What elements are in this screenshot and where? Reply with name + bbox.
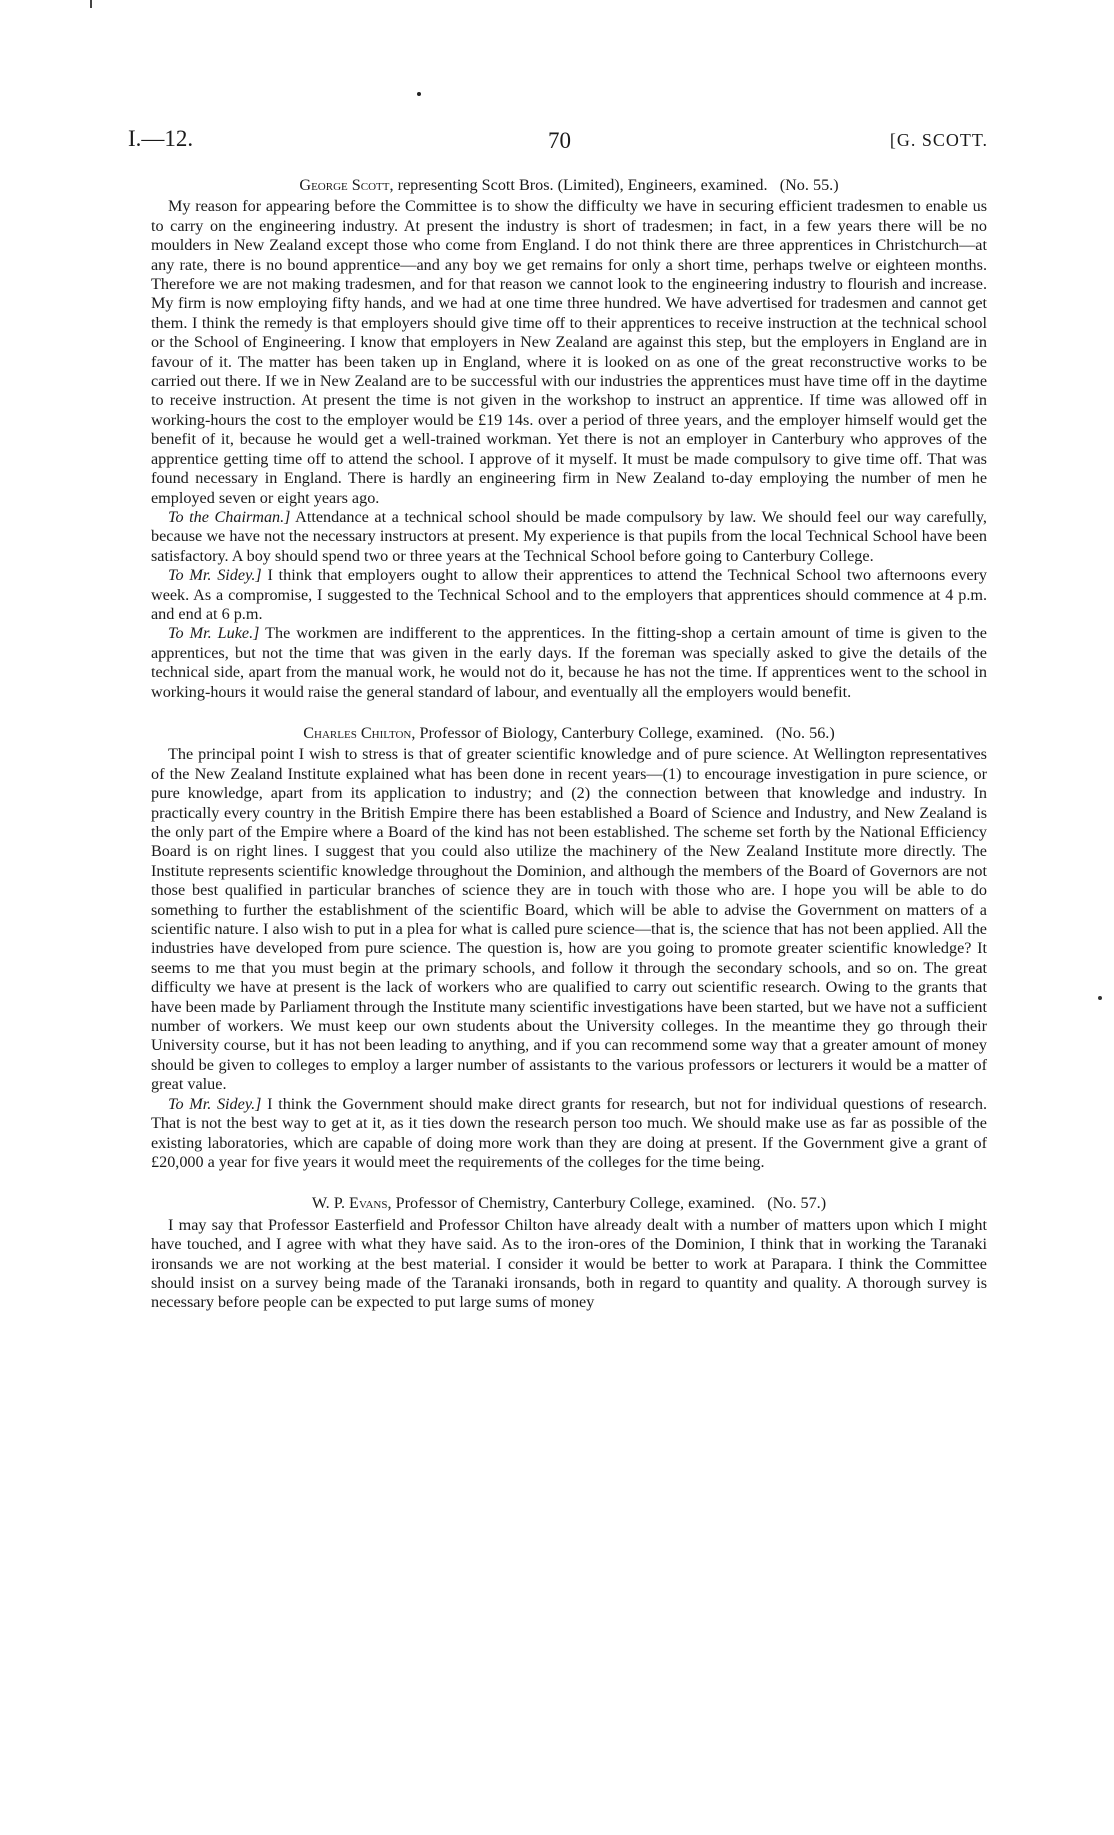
testimony-paragraph [151, 745, 987, 1094]
ink-dot [417, 92, 421, 96]
edge-ink-dot [1098, 996, 1102, 1000]
testimony-paragraph [151, 197, 987, 508]
page-header [128, 126, 988, 160]
paragraph-text: The workmen are indifferent to the apprentices. In the fitting-shop a certain amount of time is given to the apprentices, but not the time that was given in the early days. If the foreman was specially asked to give the details of the technical side, apart from the manual work, he would not do it, because he has not the time. If apprentices went to the school in working-hours it would raise the general standard of labour, and eventually all the employers would benefit. [151, 624, 987, 701]
witness-reference: [G. SCOTT. [889, 130, 988, 150]
witness-description: , Professor of Biology, Canterbury College, examined. [411, 723, 764, 742]
testimony-paragraph [151, 624, 987, 702]
paragraph-text: My reason for appearing before the Committee is to show the difficulty we have in securing efficient tradesmen to enable us to carry on the engineering industry. At present the industry is short of tradesmen; in fact, in a few years there will be no moulders in New Zealand except those who come from England. I do not think there are three apprentices in Christchurch—at any rate, there is no bound apprentice—and any boy we get remains for only a short time, perhaps twelve or eighteen months. Therefore we are not making tradesmen, and for that reason we cannot look to the engineering industry to flourish and increase. My firm is now employing fifty hands, and we had at one time three hundred. We have advertised for tradesmen and cannot get them. I think the remedy is that employers should give time off to their apprentices to receive instruction at the technical school or the School of Engineering. I know that employers in New Zealand are against this step, but the employers in England are in favour of it. The matter has been taken up in England, where it is looked on as one of the great reconstructive works to be carried out there. If we in New Zealand are to be successful with our industries the apprentices must have time off in the daytime to receive instruction. At present the time is not given in the workshop to instruct an apprentice. If time was allowed off in working-hours the cost to the employer would be £19 14s. over a period of three years, and the employer himself would get the benefit of it, because he would get a well-trained workman. Yet there is not an employer in Canterbury who approves of the apprentice getting time off to attend the school. I approve of it myself. It must be made compulsory to give time off. That was found necessary in England. There is hardly an engineering firm in New Zealand to-day employing the number of men he employed seven or eight years ago. [151, 197, 987, 507]
document-body [151, 176, 987, 1313]
margin-mark [90, 0, 92, 8]
testimony-paragraph [151, 508, 987, 566]
examiner-lead: To Mr. Sidey.] [168, 566, 262, 585]
paragraph-text: Attendance at a technical school should be made compulsory by law. We should feel our way carefully, because we have not the necessary instructors at present. My experience is that pupils from the local Technical School have been satisfactory. A boy should spend two or three years at the Technical School before going to Canterbury College. [151, 507, 987, 565]
witness-name: George Scott [299, 176, 390, 194]
examiner-lead: To the Chairman.] [168, 507, 291, 526]
testimony-paragraph [151, 566, 987, 624]
paper-reference: I.—12. [128, 126, 194, 151]
examiner-lead: To Mr. Sidey.] [168, 1094, 262, 1113]
witness-number: (No. 57.) [767, 1194, 827, 1213]
testimony-paragraph [151, 1095, 987, 1173]
witness-description: , Professor of Chemistry, Canterbury College, examined. [387, 1194, 756, 1213]
witness-heading [151, 724, 987, 743]
section-gap [151, 1172, 987, 1194]
paragraph-text: I think that employers ought to allow their apprentices to attend the Technical School two afternoons every week. As a compromise, I suggested to the Technical School and to the employers that apprentices should commence at 4 p.m. and end at 6 p.m. [151, 566, 987, 623]
witness-heading [151, 176, 987, 195]
witness-number: (No. 55.) [779, 176, 839, 194]
examiner-lead: To Mr. Luke.] [168, 624, 260, 643]
paragraph-text: I think the Government should make direct grants for research, but not for individual questions of research. That is not the best way to get at it, as it ties down the research person too much. We should make use as far as possible of the existing laboratories, which are capable of doing more work than they are doing at present. If the Government give a grant of £20,000 a year for five years it would meet the requirements of the colleges for the time being. [151, 1094, 987, 1171]
witness-heading [151, 1194, 987, 1213]
witness-description: , representing Scott Bros. (Limited), Engineers, examined. [389, 176, 768, 194]
section-gap [151, 702, 987, 724]
page-number: 70 [548, 128, 571, 153]
witness-number: (No. 56.) [775, 723, 835, 742]
paragraph-text: I may say that Professor Easterfield and Professor Chilton have already dealt with a number of matters upon which I might have touched, and I agree with what they have said. As to the iron-ores of the Dominion, I think that in working the Taranaki ironsands we are not working at the best material. I consider it would be better to work at Parapara. I think the Committee should insist on a survey being made of the Taranaki ironsands, both in regard to quantity and quality. A thorough survey is necessary before people can be expected to put large sums of money [151, 1215, 987, 1312]
paragraph-text: The principal point I wish to stress is that of greater scientific knowledge and of pure science. At Wellington representatives of the New Zealand Institute explained what has been done in recent years—(1) to encourage investigation in pure science, or pure knowledge, apart from its application to industry; and (2) the connection between that knowledge and industry. In practically every country in the British Empire there has been established a Board of Science and Industry, and New Zealand is the only part of the Empire where a Board of the kind has not been established. The scheme set forth by the National Efficiency Board is on right lines. I suggest that you could also utilize the machinery of the New Zealand Institute more directly. The Institute represents scientific knowledge throughout the Dominion, and although the members of the Board of Governors are not those best qualified in particular branches of science they are in touch with those who are. I hope you will be able to do something to further the establishment of the scientific Board, which will be able to advise the Government on matters of a scientific nature. I also wish to put in a plea for what is called pure science—that is, the science that has not been applied. All the industries have developed from pure science. The question is, how are you going to promote greater scientific knowledge? It seems to me that you must begin at the primary schools, and follow it through the secondary schools, and so on. The great difficulty we have at present is the lack of workers who are qualified to carry out scientific research. Owing to the grants that have been made by Parliament through the Institute many scientific investigations have been started, but we have not a sufficient number of workers. We must keep our own students about the University colleges. In the meantime they go through their University course, but it has not been leading to anything, and if you can recommend some way that a greater amount of money should be given to colleges to employ a larger number of assistants to the various professors or lecturers it would be a matter of great value. [151, 745, 987, 1094]
witness-name: Charles Chilton [303, 723, 412, 742]
witness-name: W. P. Evans [311, 1194, 388, 1213]
testimony-paragraph [151, 1216, 987, 1313]
